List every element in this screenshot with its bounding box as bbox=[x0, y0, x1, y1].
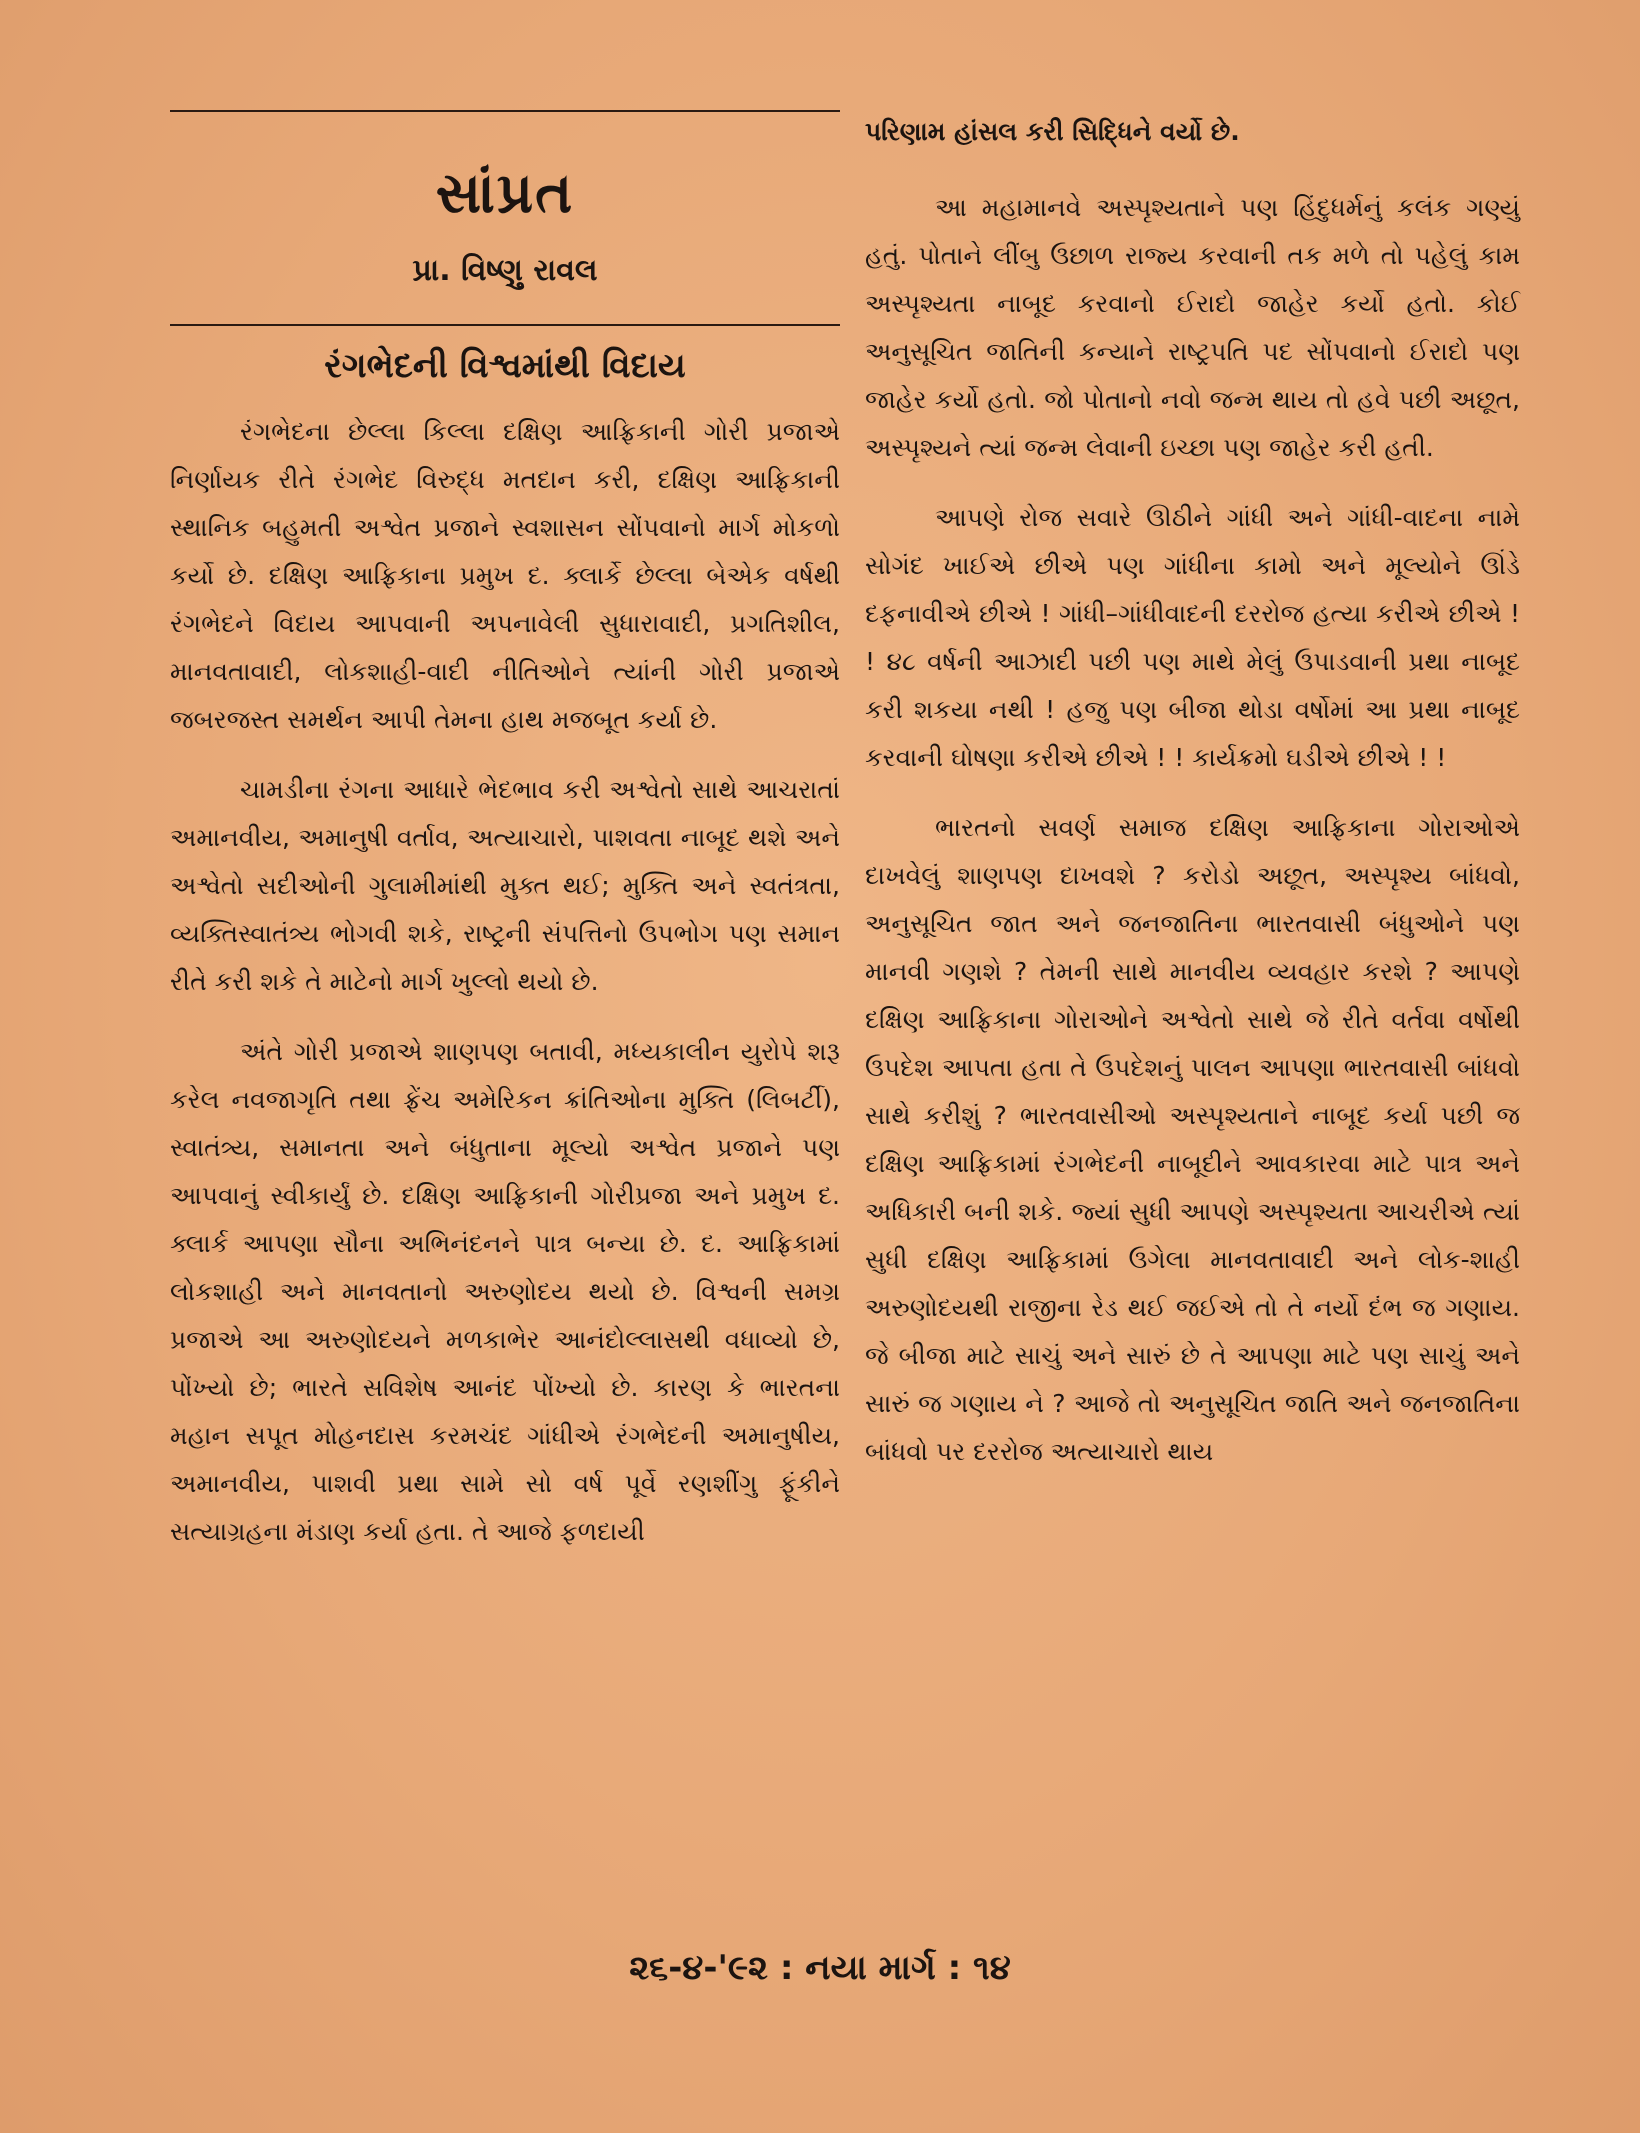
article-title: રંગભેદની વિશ્વમાંથી વિદાય bbox=[324, 346, 686, 386]
page-footer: ૨૬-૪-'૯૨ : નયા માર્ગ : ૧૪ bbox=[629, 1948, 1011, 1988]
lead-line: પરિણામ હાંસલ કરી સિદ્ધિને વર્યો છે. bbox=[865, 117, 1240, 146]
paragraph: ભારતનો સવર્ણ સમાજ દક્ષિણ આફ્રિકાના ગોરાઓએ દાખવેલું શાણપણ દાખવશે ? કરોડો અછૂત, અસ્પૃશ્ય બાંધવો, અનુસૂચિત જાત અને જનજાતિના ભારતવાસી બંધુઓને પણ માનવી ગણશે ? તેમની સાથે માનવીય વ્યવહાર કરશે ? આપણે દક્ષિણ આફ્રિકાના ગોરાઓને અશ્વેતો સાથે જે રીતે વર્તવા વર્ષોથી ઉપદેશ આપતા હતા તે ઉપદેશનું પાલન આપણા ભારતવાસી બાંધવો સાથે કરીશું ? ભારતવાસીઓ અસ્પૃશ્યતાને નાબૂદ કર્યા પછી જ દક્ષિણ આફ્રિકામાં રંગભેદની નાબૂદીને આવકારવા માટે પાત્ર અને અધિકારી બની શકે. જ્યાં સુધી આપણે અસ્પૃશ્યતા આચરીએ ત્યાં સુધી દક્ષિણ આફ્રિકામાં ઉગેલા માનવતાવાદી અને લોક-શાહી અરુણોદયથી રાજીના રેડ થઈ જઈએ તો તે નર્યો દંભ જ ગણાય. જે બીજા માટે સાચું અને સારું છે તે આપણા માટે પણ સાચું અને સારું જ ગણાય ને ? આજે તો અનુસૂચિત જાતિ અને જનજાતિના બાંધવો પર દરરોજ અત્યાચારો થાય bbox=[865, 813, 1520, 1466]
paragraph: અંતે ગોરી પ્રજાએ શાણપણ બતાવી, મધ્યકાલીન યુરોપે શરૂ કરેલ નવજાગૃતિ તથા ફ્રેંચ અમેરિકન ક્રાંતિઓના મુક્તિ (લિબર્ટી), સ્વાતંત્ર્ય, સમાનતા અને બંધુતાના મૂલ્યો અશ્વેત પ્રજાને પણ આપવાનું સ્વીકાર્યું છે. દક્ષિણ આફ્રિકાની ગોરીપ્રજા અને પ્રમુખ દ. ક્લાર્ક આપણા સૌના અભિનંદનને પાત્ર બન્યા છે. દ. આફ્રિકામાં લોકશાહી અને માનવતાનો અરુણોદય થયો છે. વિશ્વની સમગ્ર પ્રજાએ આ અરુણોદયને મળકાભેર આનંદોલ્લાસથી વધાવ્યો છે, પોંખ્યો છે; ભારતે સવિશેષ આનંદ પોંખ્યો છે. કારણ કે ભારતના મહાન સપૂત મોહનદાસ કરમચંદ ગાંધીએ રંગભેદની અમાનુષીય, અમાનવીય, પાશવી પ્રથા સામે સો વર્ષ પૂર્વે રણશીંગુ ફૂંકીને સત્યાગ્રહના મંડાણ કર્યા હતા. તે આજે ફળદાયી bbox=[170, 1037, 840, 1546]
section-title: સાંપ્રત bbox=[435, 160, 575, 226]
paragraph: આ મહામાનવે અસ્પૃશ્યતાને પણ હિંદુધર્મનું કલંક ગણ્યું હતું. પોતાને લીંબુ ઉછાળ રાજ્ય કરવાની તક મળે તો પહેલું કામ અસ્પૃશ્યતા નાબૂદ કરવાનો ઈરાદો જાહેર કર્યો હતો. કોઈ અનુસૂચિત જાતિની કન્યાને રાષ્ટ્રપતિ પદ સોંપવાનો ઈરાદો પણ જાહેર કર્યો હતો. જો પોતાનો નવો જન્મ થાય તો હવે પછી અછૂત, અસ્પૃશ્યને ત્યાં જન્મ લેવાની ઇચ્છા પણ જાહેર કરી હતી. bbox=[865, 193, 1520, 462]
right-column bbox=[865, 108, 1520, 1498]
title-rule bbox=[170, 324, 840, 326]
author-byline: પ્રા. વિષ્ણુ રાવલ bbox=[412, 253, 598, 288]
paragraph: રંગભેદના છેલ્લા કિલ્લા દક્ષિણ આફ્રિકાની ગોરી પ્રજાએ નિર્ણાયક રીતે રંગભેદ વિરુદ્ધ મતદાન કરી, દક્ષિણ આફ્રિકાની સ્થાનિક બહુમતી અશ્વેત પ્રજાને સ્વશાસન સોંપવાનો માર્ગ મોકળો કર્યો છે. દક્ષિણ આફ્રિકાના પ્રમુખ દ. ક્લાર્કે છેલ્લા બેએક વર્ષથી રંગભેદને વિદાય આપવાની અપનાવેલી સુધારાવાદી, પ્રગતિશીલ, માનવતાવાદી, લોકશાહી-વાદી નીતિઓને ત્યાંની ગોરી પ્રજાએ જબરજસ્ત સમર્થન આપી તેમના હાથ મજબૂત કર્યા છે. bbox=[170, 417, 840, 734]
left-column bbox=[170, 110, 840, 1578]
paragraph: આપણે રોજ સવારે ઊઠીને ગાંધી અને ગાંધી-વાદના નામે સોગંદ ખાઈએ છીએ પણ ગાંધીના કામો અને મૂલ્યોને ઊંડે દફનાવીએ છીએ ! ગાંધી–ગાંધીવાદની દરરોજ હત્યા કરીએ છીએ ! ! ૪૮ વર્ષની આઝાદી પછી પણ માથે મેલું ઉપાડવાની પ્રથા નાબૂદ કરી શકયા નથી ! હજુ પણ બીજા થોડા વર્ષોમાં આ પ્રથા નાબૂદ કરવાની ઘોષણા કરીએ છીએ ! ! કાર્યક્રમો ઘડીએ છીએ ! ! bbox=[865, 503, 1520, 772]
paragraph: ચામડીના રંગના આધારે ભેદભાવ કરી અશ્વેતો સાથે આચરાતાં અમાનવીય, અમાનુષી વર્તાવ, અત્યાચારો, પાશવતા નાબૂદ થશે અને અશ્વેતો સદીઓની ગુલામીમાંથી મુક્ત થઈ; મુક્તિ અને સ્વતંત્રતા, વ્યક્તિસ્વાતંત્ર્ય ભોગવી શકે, રાષ્ટ્રની સંપત્તિનો ઉપભોગ પણ સમાન રીતે કરી શકે તે માટેનો માર્ગ ખુલ્લો થયો છે. bbox=[170, 775, 840, 996]
top-rule bbox=[170, 110, 840, 112]
